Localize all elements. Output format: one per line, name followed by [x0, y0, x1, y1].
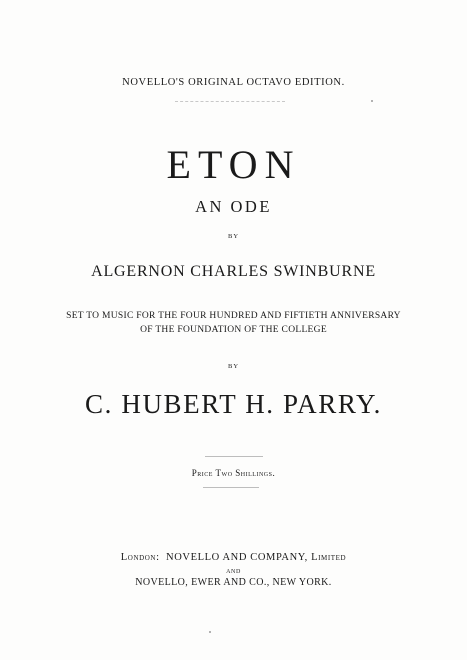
by-label-composer: BY: [227, 363, 240, 370]
publisher-and: AND: [226, 569, 241, 575]
edition-header: NOVELLO'S ORIGINAL OCTAVO EDITION.: [122, 77, 345, 88]
price-rule-top: [205, 456, 263, 457]
dedication-line-1: SET TO MUSIC FOR THE FOUR HUNDRED AND FIFTIETH ANNIVERSARY: [66, 311, 401, 321]
header-rule: [175, 101, 285, 102]
by-label-author: BY: [227, 233, 240, 240]
publisher-line-2: NOVELLO, EWER AND CO., NEW YORK.: [135, 577, 332, 588]
price-rule-bottom: [203, 487, 259, 488]
composer-name: C. HUBERT H. PARRY.: [85, 389, 382, 419]
publisher-city: London:: [120, 552, 160, 563]
price-text: Price Two Shillings.: [191, 468, 276, 478]
publisher-limited: Limited: [311, 552, 347, 563]
speck: [209, 631, 211, 633]
work-title: ETON: [166, 142, 301, 187]
work-subtitle: AN ODE: [195, 197, 272, 216]
author-name: ALGERNON CHARLES SWINBURNE: [91, 263, 376, 280]
speck: [371, 100, 373, 102]
dedication-line-2: OF THE FOUNDATION OF THE COLLEGE: [140, 325, 327, 335]
publisher-line-1: [0, 553, 467, 564]
publisher-name: NOVELLO AND COMPANY,: [166, 552, 308, 563]
